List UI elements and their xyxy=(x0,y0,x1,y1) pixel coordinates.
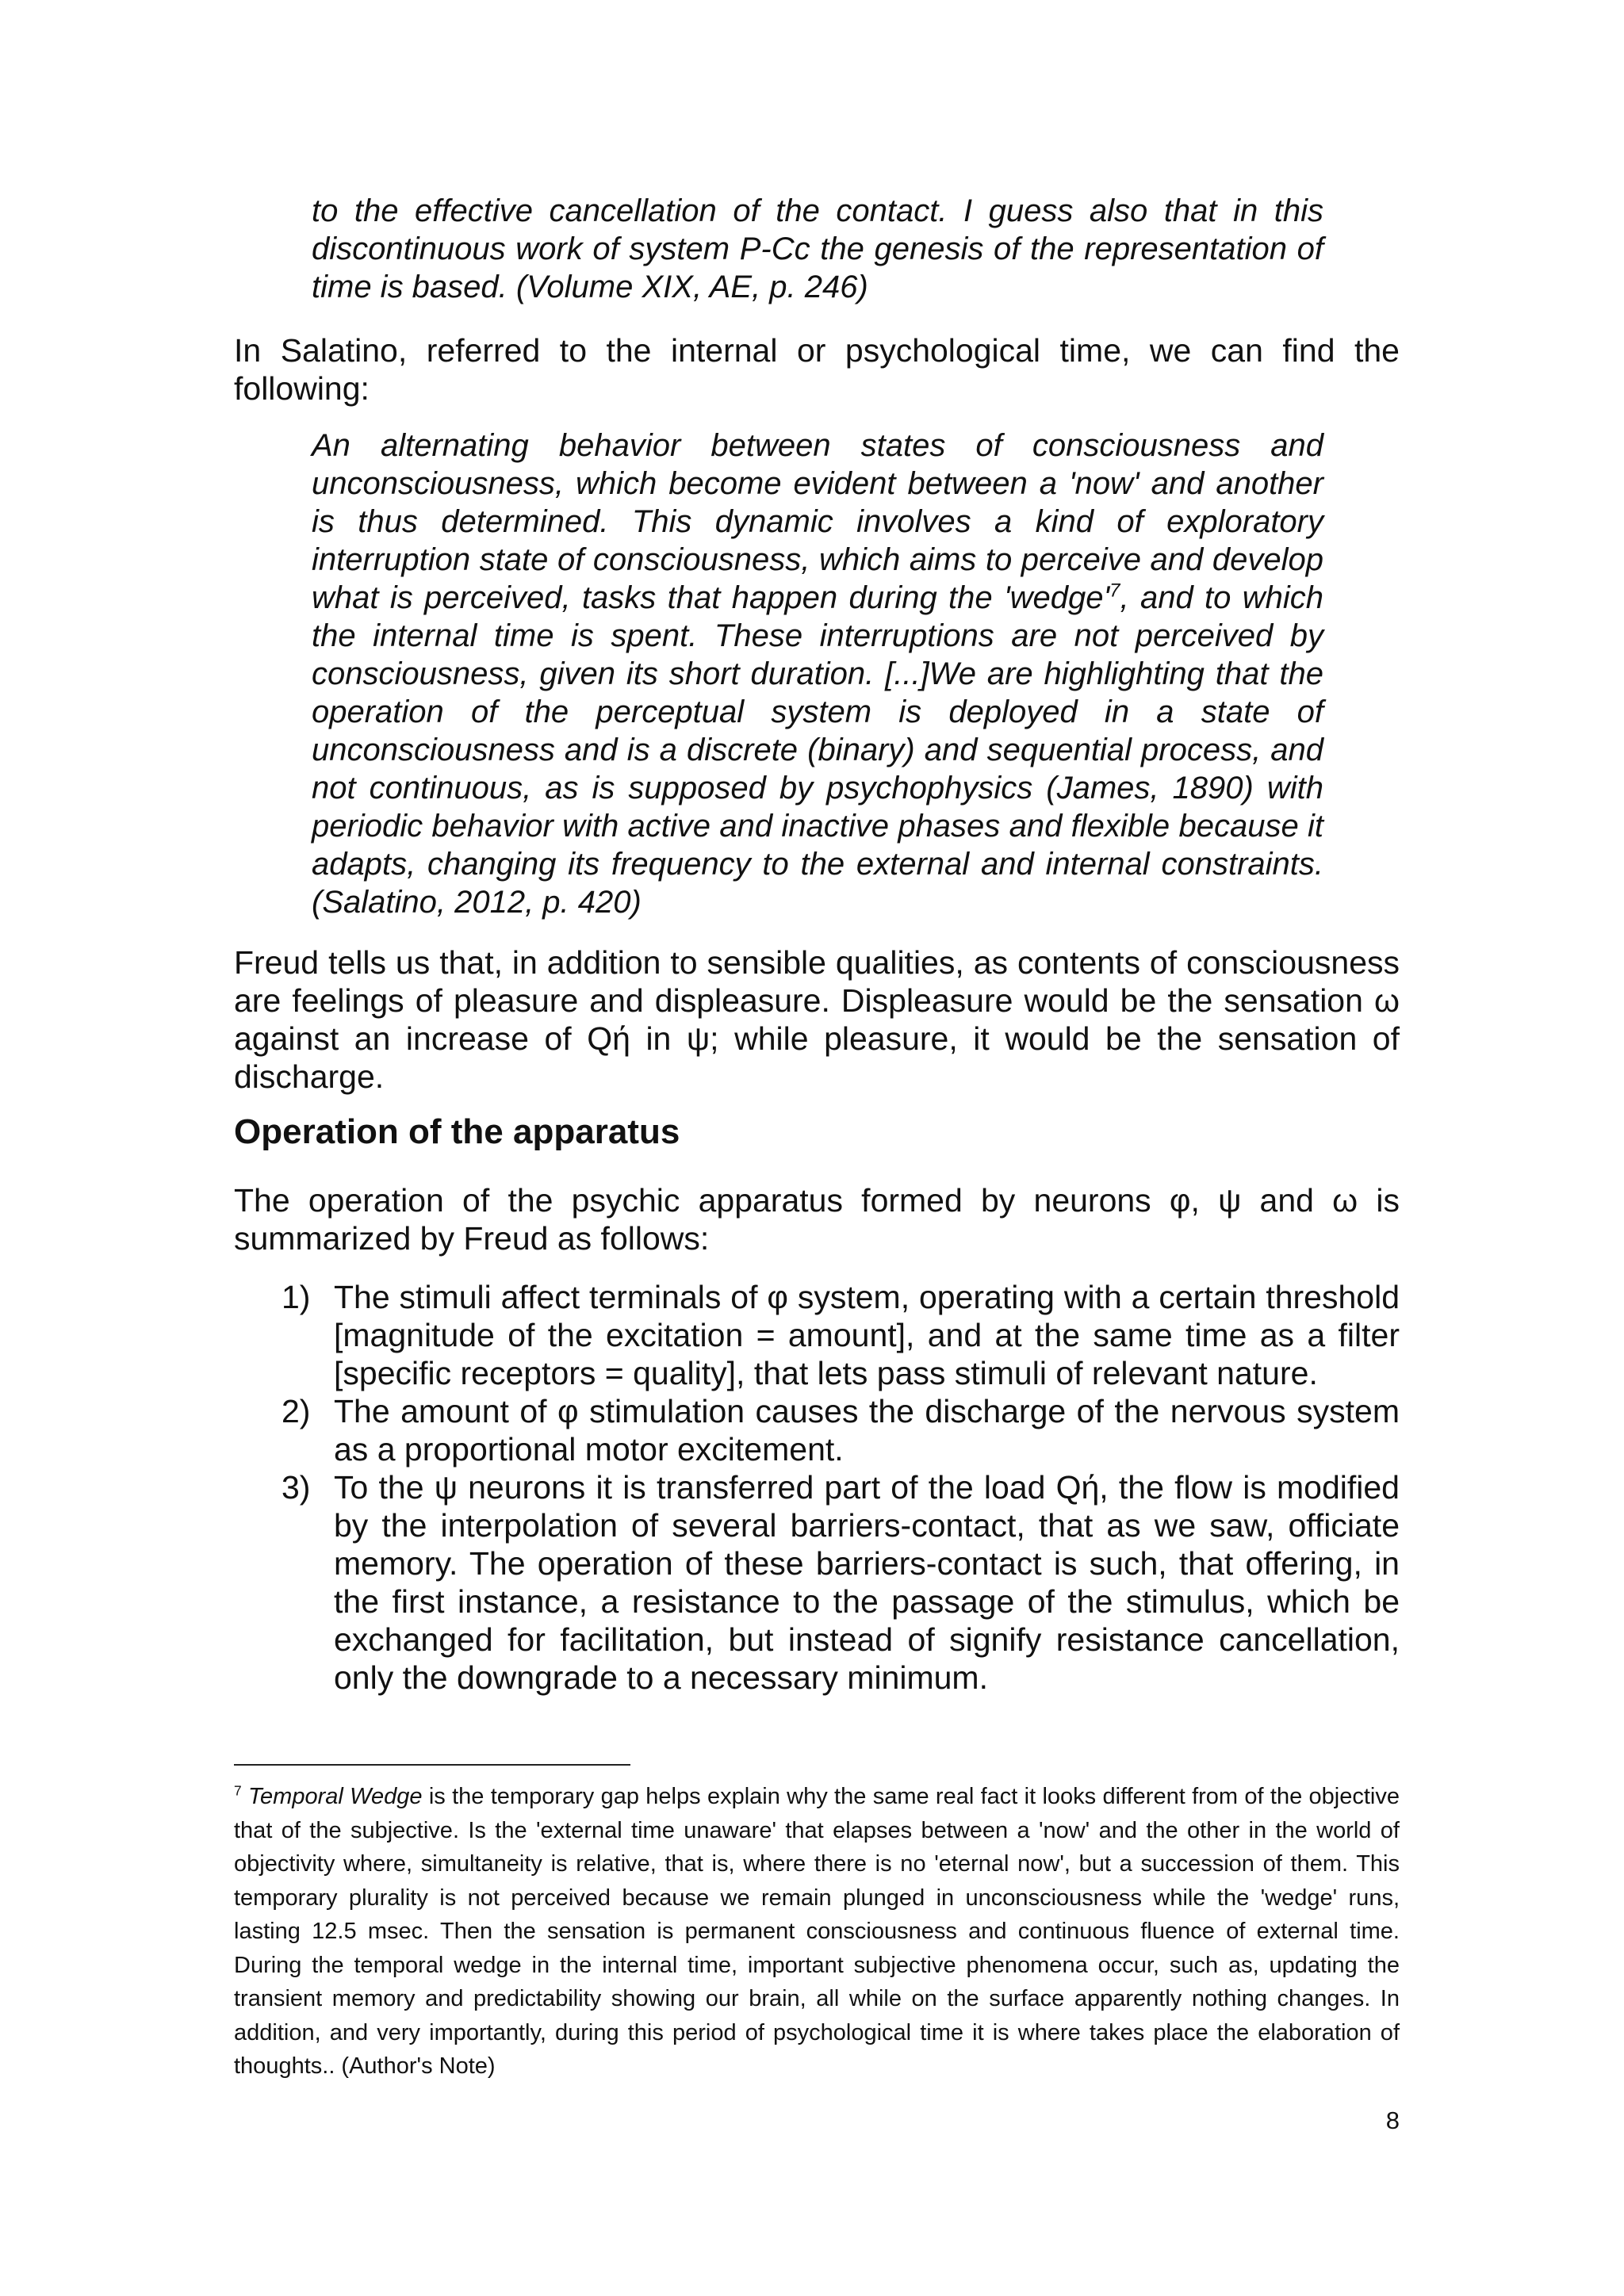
numbered-list xyxy=(234,1278,1400,1697)
footnote-reference[interactable]: 7 xyxy=(1109,580,1120,602)
list-item xyxy=(234,1468,1400,1697)
paragraph-pleasure-displeasure: Freud tells us that, in addition to sensible qualities, as contents of consciousness are feelings of pleasure and displeasure. Displeasure would be the sensation ω against an increase of Qή in ψ; while pleasure, it would be the sensation of discharge. xyxy=(234,944,1400,1095)
list-item-text: To the ψ neurons it is transferred part of the load Qή, the flow is modified by the interpolation of several barriers-contact, that as we saw, officiate memory. The operation of these barriers-contact is such, that offering, in the first instance, a resistance to the passage of the stimulus, which be exchanged for facilitation, but instead of signify resistance cancellation, only the downgrade to a necessary minimum. xyxy=(334,1469,1400,1696)
list-item-text: The stimuli affect terminals of φ system, operating with a certain threshold [magnitude of the excitation = amount], and at the same time as a filter [specific receptors = quality], that lets pass stimuli of relevant nature. xyxy=(334,1279,1400,1391)
paragraph-operation-intro: The operation of the psychic apparatus formed by neurons φ, ψ and ω is summarized by Freud as follows: xyxy=(234,1182,1400,1257)
list-item-number: 1) xyxy=(282,1279,311,1315)
footnote-divider xyxy=(234,1764,630,1766)
list-item-number: 3) xyxy=(282,1469,311,1506)
list-item-number: 2) xyxy=(282,1393,311,1429)
footnote-mark: 7 xyxy=(234,1782,242,1799)
paragraph-salatino-intro: In Salatino, referred to the internal or psychological time, we can find the following: xyxy=(234,332,1400,407)
page-number: 8 xyxy=(1385,2107,1400,2134)
footnote xyxy=(234,1780,1400,2084)
quote-text-start: An alternating behavior between states of consciousness and unconsciousness, which become evident between a 'now' and another is thus determined. This dynamic involves a kind of exploratory interruption state of consciousness, which aims to perceive and develop what is perceived, tasks that happen during the 'wedge' xyxy=(312,428,1323,615)
block-quote-salatino xyxy=(312,427,1323,921)
quote-text-end: , and to which the internal time is spent. These interruptions are not perceived by consciousness, given its short duration. [...]We are highlighting that the operation of the perceptual system is deployed in a state of unconsciousness and is a discrete (binary) and sequential process, and not continuous, as is supposed by psychophysics (James, 1890) with periodic behavior with active and inactive phases and flexible because it adapts, changing its frequency to the external and internal constraints. (Salatino, 2012, p. 420) xyxy=(312,580,1323,920)
list-item-text: The amount of φ stimulation causes the discharge of the nervous system as a proportional motor excitement. xyxy=(334,1393,1400,1468)
footnote-term: Temporal Wedge xyxy=(248,1784,423,1809)
footnote-text: is the temporary gap helps explain why the same real fact it looks different from of the objective that of the subjective. Is the 'external time unaware' that elapses between a 'now' and the other in the world of objectivity where, simultaneity is relative, that is, where there is no 'eternal now', but a succession of them. This temporary plurality is not perceived because we remain plunged in unconsciousness while the 'wedge' runs, lasting 12.5 msec. Then the sensation is permanent consciousness and continuous fluence of external time. During the temporal wedge in the internal time, important subjective phenomena occur, such as, updating the transient memory and predictability showing our brain, all while on the surface apparently nothing changes. In addition, and very importantly, during this period of psychological time it is where takes place the elaboration of thoughts.. (Author's Note) xyxy=(234,1784,1400,2079)
list-item xyxy=(234,1278,1400,1392)
section-heading: Operation of the apparatus xyxy=(234,1112,680,1151)
block-quote-freud: to the effective cancellation of the contact. I guess also that in this discontinuous work of system P-Cc the genesis of the representation of time is based. (Volume XIX, AE, p. 246) xyxy=(312,193,1323,304)
list-item xyxy=(234,1392,1400,1468)
